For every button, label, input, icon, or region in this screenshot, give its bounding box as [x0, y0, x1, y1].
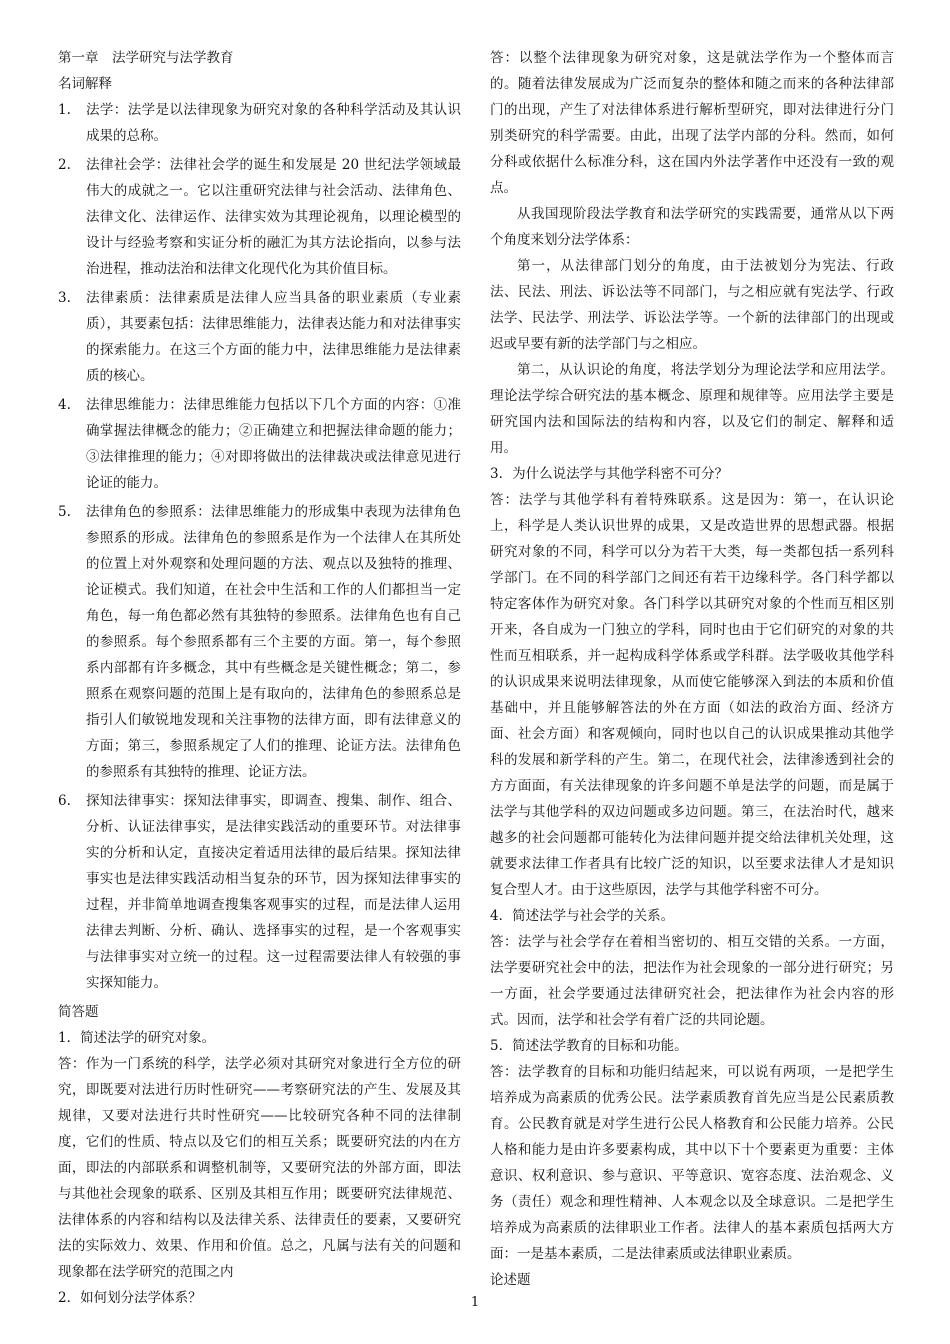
item-number: 6.	[58, 793, 71, 809]
item-text: 法律素质：法律素质是法律人应当具备的职业素质（专业素质），其要素包括：法律思维能力，法律表达能力和对法律事实的探索能力。在这三个方面的能力中，法律思维能力是法律素质的核心。	[86, 290, 461, 384]
page-number: 1	[470, 1295, 480, 1310]
question-4: 4．简述法学与社会学的关系。	[490, 908, 675, 924]
item-text: 探知法律事实：探知法律事实，即调查、搜集、制作、组合、分析、认证法律事实，是法律实践活动的重要环节。对法律事实的分析和认定，直接决定着适用法律的最后结果。探知法律事实也是法律实践活动相当复杂的环节，因为探知法律事实的过程，并非简单地调查搜集客观事实的过程，而是法律人运用法律去判断、分析、确认、选择事实的过程，是一个客观事实与法律事实对立统一的过程。这一过程需要法律人有较强的事实探知能力。	[86, 793, 461, 991]
section-heading-essay: 论述题	[490, 1272, 531, 1288]
item-text: 法律思维能力：法律思维能力包括以下几个方面的内容：①准确掌握法律概念的能力；②正确建立和把握法律命题的能力；③法律推理的能力；④对即将做出的法律裁决或法律意见进行论证的能力。	[86, 397, 461, 491]
list-item	[58, 97, 461, 149]
section-heading-short-answer: 简答题	[58, 1004, 99, 1020]
item-number: 4.	[58, 397, 71, 413]
left-column	[58, 45, 461, 1311]
answer-2-paragraph: 第一，从法律部门划分的角度，由于法被划分为宪法、行政法、民法、刑法、诉讼法等不同部门，与之相应就有宪法学、行政法学、民法学、刑法学、诉讼法学等。一个新的法律部门的出现或迟或早要有新的法学部门与之相应。	[490, 258, 894, 352]
chapter-title: 第一章 法学研究与法学教育	[58, 50, 234, 66]
question-2: 2．如何划分法学体系？	[58, 1290, 202, 1306]
list-item	[58, 285, 461, 389]
list-item	[58, 152, 461, 282]
answer-2-paragraph: 第二，从认识论的角度，将法学划分为理论法学和应用法学。理论法学综合研究法的基本概念、原理和规律等。应用法学主要是研究国内法和国际法的结构和内容，以及它们的制定、解释和适用。	[490, 362, 894, 456]
item-number: 2.	[58, 157, 71, 173]
answer-4: 答：法学与社会学存在着相当密切的、相互交错的关系。一方面，法学要研究社会中的法，把法作为社会现象的一部分进行研究；另一方面，社会学要通过法律研究社会，把法律作为社会内容的形式。因而，法学和社会学有着广泛的共同论题。	[490, 934, 894, 1028]
term-definition-list	[58, 97, 461, 996]
answer-1: 答：作为一门系统的科学，法学必须对其研究对象进行全方位的研究，即既要对法进行历时性研究——考察研究法的产生、发展及其规律，又要对法进行共时性研究——比较研究各种不同的法律制度，它们的性质、特点以及它们的相互关系；既要研究法的内在方面，即法的内部联系和调整机制等，又要研究法的外部方面，即法与其他社会现象的联系、区别及其相互作用；既要研究法律规范、法律体系的内容和结构以及法律关系、法律责任的要素，又要研究法的实际效力、效果、作用和价值。总之，凡属与法有关的问题和现象都在法学研究的范围之内	[58, 1056, 461, 1280]
question-5: 5．简述法学教育的目标和功能。	[490, 1038, 688, 1054]
right-column	[490, 45, 894, 1293]
list-item	[58, 499, 461, 785]
item-number: 5.	[58, 504, 71, 520]
item-number: 1.	[58, 102, 71, 118]
list-item	[58, 392, 461, 496]
answer-2-paragraph: 答：以整个法律现象为研究对象，这是就法学作为一个整体而言的。随着法律发展成为广泛而复杂的整体和随之而来的各种法律部门的出现，产生了对法律体系进行解析型研究，即对法律进行分门别类研究的科学需要。由此，出现了法学内部的分科。然而，如何分科或依据什么标准分科，这在国内外法学著作中还没有一致的观点。	[490, 50, 894, 196]
answer-5: 答：法学教育的目标和功能归结起来，可以说有两项，一是把学生培养成为高素质的优秀公民。法学素质教育首先应当是公民素质教育。公民教育就是对学生进行公民人格教育和公民能力培养。公民人格和能力是由许多要素构成，其中以下十个要素更为重要：主体意识、权利意识、参与意识、平等意识、宽容态度、法治观念、义务（责任）观念和理性精神、人本观念以及全球意识。二是把学生培养成为高素质的法律职业工作者。法律人的基本素质包括两大方面：一是基本素质，二是法律素质或法律职业素质。	[490, 1064, 894, 1262]
item-text: 法学：法学是以法律现象为研究对象的各种科学活动及其认识成果的总称。	[86, 102, 461, 144]
item-number: 3.	[58, 290, 71, 306]
item-text: 法律角色的参照系：法律思维能力的形成集中表现为法律角色参照系的形成。法律角色的参照系是作为一个法律人在其所处的位置上对外观察和处理问题的方法、观点以及独特的推理、论证模式。我们知道，在社会中生活和工作的人们都担当一定角色，每一角色都必然有其独特的参照系。法律角色也有自己的参照系。每个参照系都有三个主要的方面。第一，每个参照系内部都有许多概念，其中有些概念是关键性概念；第二，参照系在观察问题的范围上是有取向的，法律角色的参照系总是指引人们敏锐地发现和关注事物的法律方面，即有法律意义的方面；第三，参照系规定了人们的推理、论证方法。法律角色的参照系有其独特的推理、论证方法。	[86, 504, 461, 780]
question-3: 3．为什么说法学与其他学科密不可分？	[490, 466, 729, 482]
question-1: 1．简述法学的研究对象。	[58, 1030, 216, 1046]
section-heading-terms: 名词解释	[58, 76, 112, 92]
answer-2-paragraph: 从我国现阶段法学教育和法学研究的实践需要，通常从以下两个角度来划分法学体系：	[490, 206, 894, 248]
answer-3: 答：法学与其他学科有着特殊联系。这是因为：第一，在认识论上，科学是人类认识世界的成果，又是改造世界的思想武器。根据研究对象的不同，科学可以分为若干大类，每一类都包括一系列科学部门。在不同的科学部门之间还有若干边缘科学。各门科学都以特定客体作为研究对象。各门科学以其研究对象的个性而互相区别开来，各自成为一门独立的学科，同时也由于它们研究的对象的共性而互相联系，并一起构成科学体系或学科群。法学吸收其他学科的认识成果来说明法律现象，从而使它能够深入到法的本质和价值基础中，并且能够解答法的外在方面（如法的政治方面、经济方面、社会方面）和客观倾向，同时也以自己的认识成果推动其他学科的发展和新学科的产生。第二，在现代社会，法律渗透到社会的方方面面，有关法律现象的许多问题不单是法学的问题，而是属于法学与其他学科的双边问题或多边问题。第三，在法治时代，越来越多的社会问题都可能转化为法律问题并提交给法律机关处理，这就要求法律工作者具有比较广泛的知识，以至要求法律人才是知识复合型人才。由于这些原因，法学与其他学科密不可分。	[490, 492, 894, 898]
list-item	[58, 788, 461, 996]
item-text: 法律社会学：法律社会学的诞生和发展是 20 世纪法学领域最伟大的成就之一。它以注重研究法律与社会活动、法律角色、法律文化、法律运作、法律实效为其理论视角，以理论模型的设计与经验考察和实证分析的融汇为其方法论指向，以参与法治进程，推动法治和法律文化现代化为其价值目标。	[86, 157, 461, 277]
